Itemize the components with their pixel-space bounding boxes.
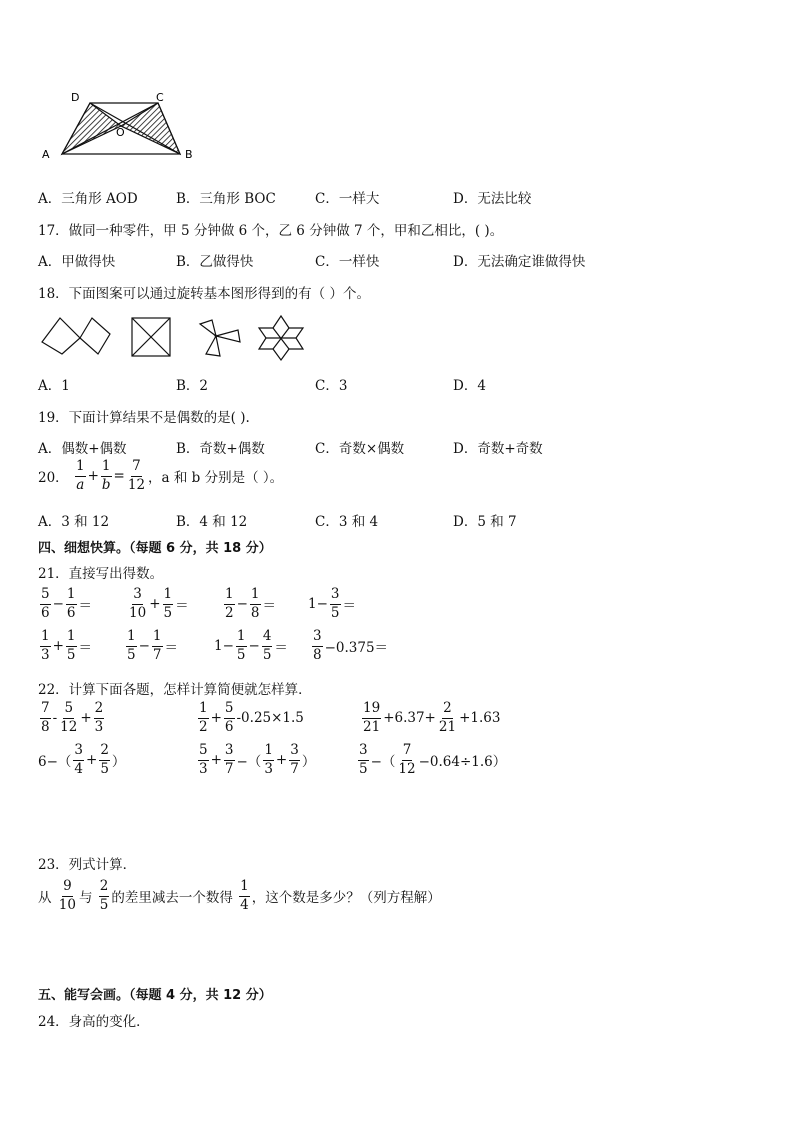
q22-expr-2: $\frac{1}{2}$ + $\frac{5}{6}$ -0.25×1.5 (199, 700, 304, 735)
q17-text: 17．做同一种零件，甲 5 分钟做 6 个，乙 6 分钟做 7 个，甲和乙相比，( )。 (38, 223, 504, 239)
q21-expr-5: $\frac{1}{3}$ + $\frac{1}{5}$ ＝ (41, 628, 92, 663)
q18-shapes (38, 312, 318, 362)
q20-option-a: A．3 和 12 (38, 514, 110, 530)
q20-number: 20． (38, 470, 69, 486)
q22-expr-4: 6−（ $\frac{3}{4}$ + $\frac{2}{5}$ ） (38, 742, 126, 777)
q19-option-b: B．奇数+偶数 (176, 441, 265, 457)
q21-expr-2: $\frac{3}{10}$ + $\frac{1}{5}$ ＝ (129, 586, 189, 621)
fraction: $\frac{1}{4}$ (240, 878, 249, 913)
shape-two-squares (42, 318, 110, 354)
q23-text: 23．列式计算． (38, 857, 137, 873)
shape-star (259, 316, 303, 360)
q22-expr-3: $\frac{19}{21}$ +6.37+ $\frac{2}{21}$ +1.63 (363, 700, 501, 735)
q16-option-c: C．一样大 (315, 191, 380, 207)
q17-option-c: C．一样快 (315, 254, 380, 270)
q19-option-d: D．奇数+奇数 (453, 441, 543, 457)
q17-option-b: B．乙做得快 (176, 254, 254, 270)
label-d: D (71, 91, 80, 104)
q21-expr-7: 1− $\frac{1}{5}$ − $\frac{4}{5}$ ＝ (214, 628, 288, 663)
q18-option-c: C．3 (315, 378, 348, 394)
q21-expr-1: $\frac{5}{6}$ − $\frac{1}{6}$ ＝ (41, 586, 92, 621)
trapezoid-figure (38, 86, 208, 164)
q22-expr-5: $\frac{5}{3}$ + $\frac{3}{7}$ −（ $\frac{1}{3}$ + $\frac{3}{7}$ ） (199, 742, 316, 777)
label-b: B (185, 148, 193, 161)
q16-option-b: B．三角形 BOC (176, 191, 276, 207)
q18-option-a: A．1 (38, 378, 70, 394)
q19-text: 19．下面计算结果不是偶数的是( ). (38, 410, 250, 426)
q21-expr-4: 1− $\frac{3}{5}$ ＝ (308, 586, 356, 621)
q18-text: 18．下面图案可以通过旋转基本图形得到的有（ ）个。 (38, 286, 370, 302)
shape-pinwheel (200, 320, 240, 356)
label-a: A (42, 148, 50, 161)
fraction: $\frac{1}{a}$ (75, 458, 85, 493)
q18-option-d: D．4 (453, 378, 486, 394)
section-4-heading: 四、细想快算。（每题 6 分，共 18 分） (38, 541, 272, 556)
section-5-heading: 五、能写会画。（每题 4 分，共 12 分） (38, 988, 272, 1003)
q16-option-a: A．三角形 AOD (38, 191, 138, 207)
fraction: $\frac{2}{5}$ (99, 878, 109, 913)
q22-expr-1: $\frac{7}{8}$ - $\frac{5}{12}$ + $\frac{2}{3}$ (41, 700, 104, 735)
q20-option-b: B．4 和 12 (176, 514, 248, 530)
label-o: O (116, 126, 125, 139)
fraction: $\frac{9}{10}$ (58, 878, 76, 913)
q21-text: 21．直接写出得数。 (38, 566, 164, 582)
q21-expr-8: $\frac{3}{8}$ −0.375＝ (313, 628, 389, 663)
q18-option-b: B．2 (176, 378, 209, 394)
fraction: $\frac{7}{12}$ (127, 458, 146, 493)
q23-body: 从 $\frac{9}{10}$ 与 $\frac{2}{5}$ 的差里减去一个数得 $\frac{1}{4}$ ，这个数是多少？（列方程解） (38, 878, 441, 913)
q20-option-d: D．5 和 7 (453, 514, 517, 530)
q19-option-c: C．奇数×偶数 (315, 441, 405, 457)
q20-line: 20． $\frac{1}{a}$ + $\frac{1}{b}$ = $\frac{7}{12}$ ，a 和 b 分别是（ ）。 (38, 458, 284, 493)
q20-tail: ，a 和 b 分别是（ ）。 (148, 470, 284, 486)
fraction: $\frac{1}{b}$ (101, 458, 111, 493)
q16-option-d: D．无法比较 (453, 191, 532, 207)
q17-option-a: A．甲做得快 (38, 254, 116, 270)
q19-option-a: A．偶数+偶数 (38, 441, 127, 457)
q24-text: 24．身高的变化． (38, 1014, 150, 1030)
shape-square-diagonals (132, 318, 170, 356)
label-c: C (156, 91, 164, 104)
q22-expr-6: $\frac{3}{5}$ −（ $\frac{7}{12}$ −0.64÷1.6） (359, 742, 507, 777)
q21-expr-6: $\frac{1}{5}$ − $\frac{1}{7}$ ＝ (127, 628, 178, 663)
q20-option-c: C．3 和 4 (315, 514, 379, 530)
q17-option-d: D．无法确定谁做得快 (453, 254, 586, 270)
q21-expr-3: $\frac{1}{2}$ − $\frac{1}{8}$ ＝ (225, 586, 276, 621)
q22-text: 22．计算下面各题，怎样计算简便就怎样算． (38, 682, 312, 698)
